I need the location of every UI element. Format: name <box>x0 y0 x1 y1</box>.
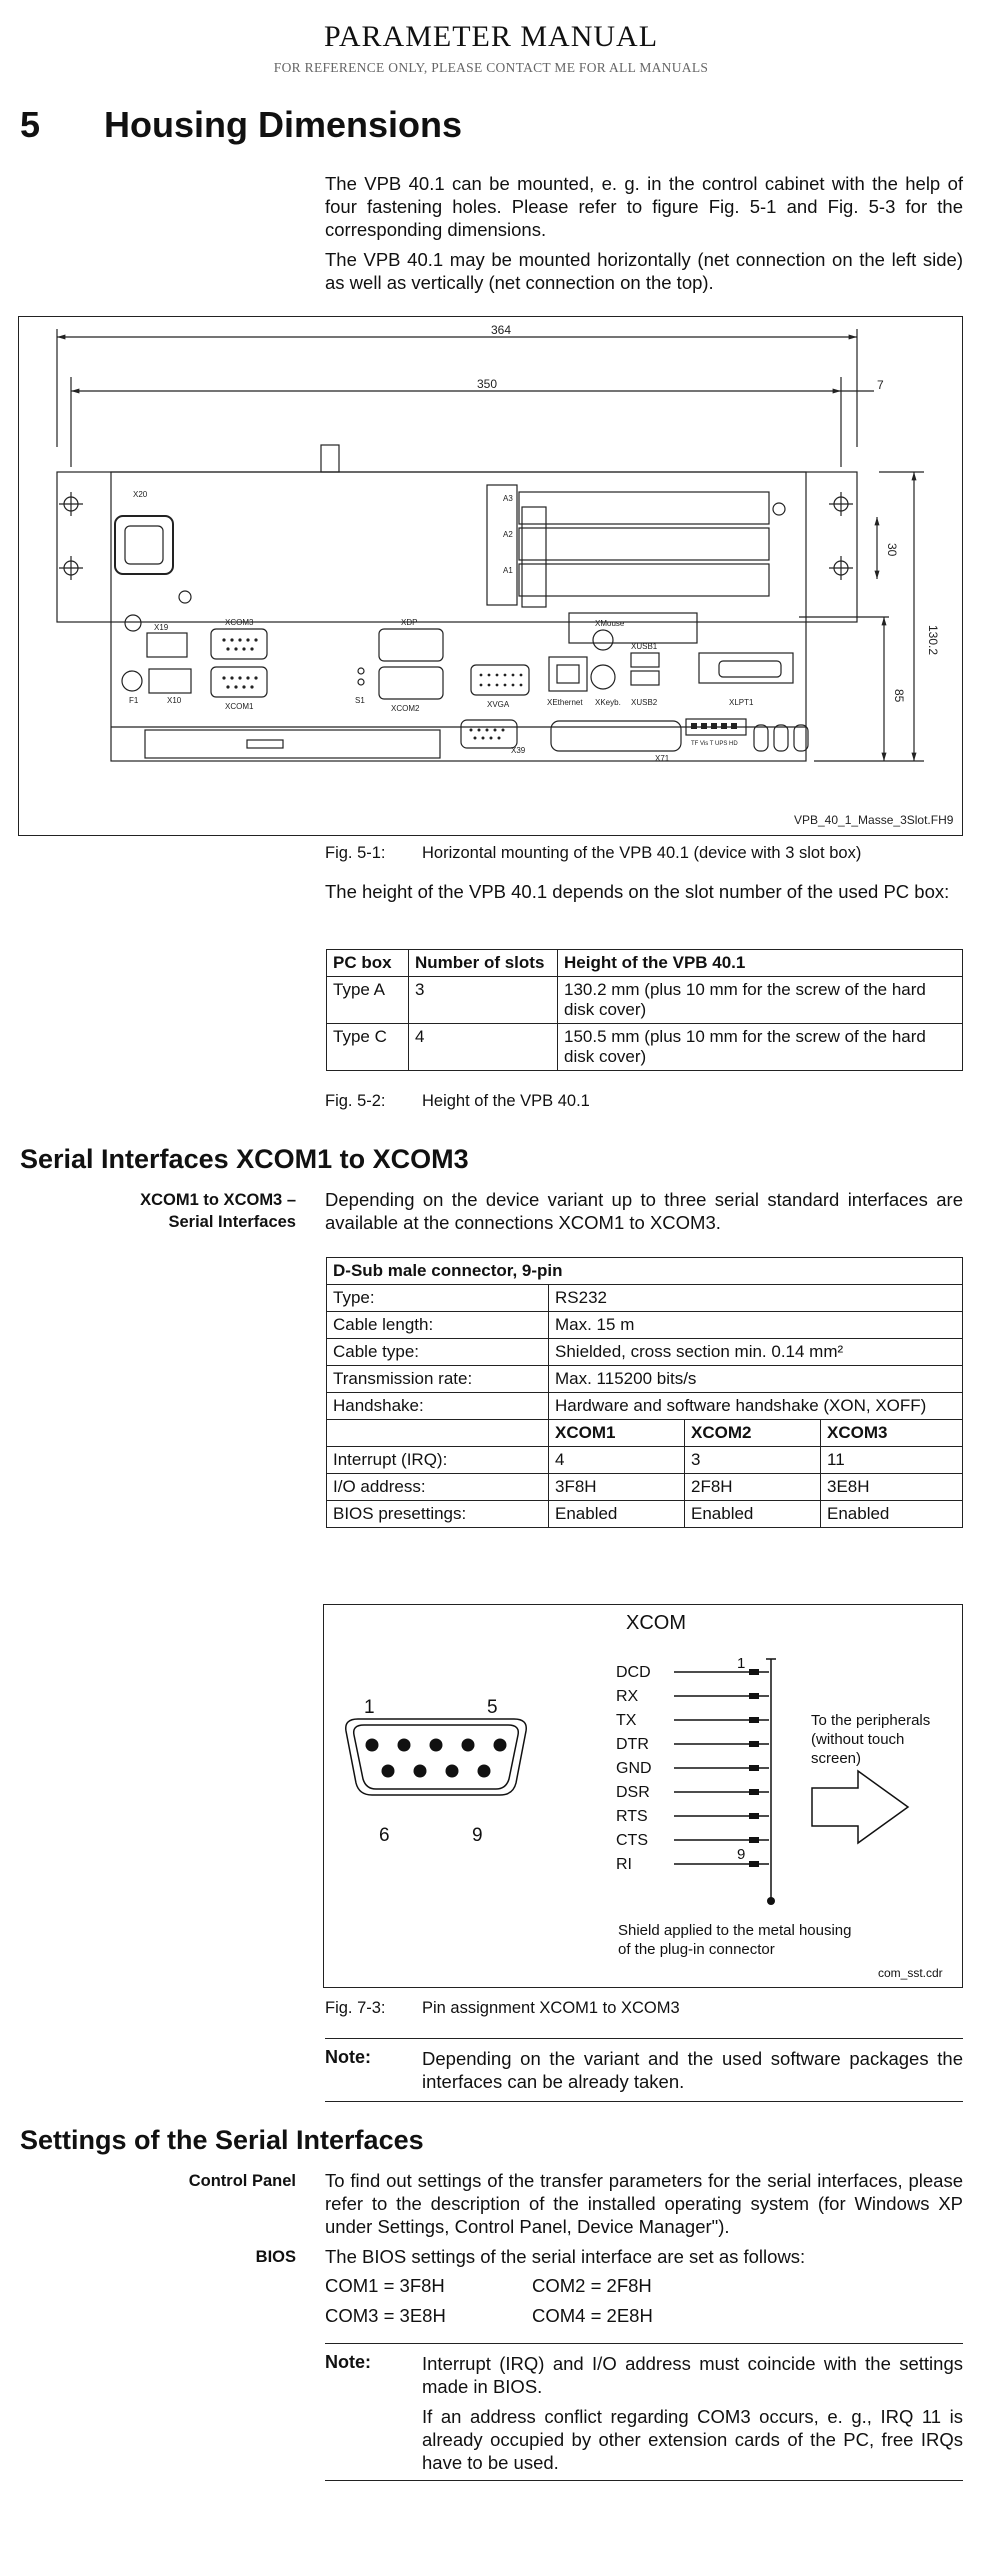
page-header-title: PARAMETER MANUAL <box>323 20 659 53</box>
label-x10: X10 <box>167 696 182 705</box>
port-header: XCOM2 <box>685 1420 821 1447</box>
label-a1: A1 <box>503 566 513 575</box>
table-cell: Type A <box>327 977 409 1024</box>
serial-side-label-line2: Serial Interfaces <box>168 1213 296 1231</box>
note2-label: Note: <box>325 2352 371 2372</box>
figure1-caption <box>325 844 861 863</box>
height-intro-paragraph: The height of the VPB 40.1 depends on the slot number of the used PC box: <box>325 881 950 902</box>
pin-6-label: 6 <box>379 1825 390 1846</box>
label-xkeyb: XKeyb. <box>595 698 621 707</box>
note2-text-2: If an address conflict regarding COM3 occurs, e. g., IRQ 11 is already occupied by other extension cards of the PC, free IRQs have to be used. <box>422 2406 963 2473</box>
com3-setting: COM3 = 3E8H <box>325 2305 446 2326</box>
figure3-caption-text: Pin assignment XCOM1 to XCOM3 <box>422 1999 680 2017</box>
table-row <box>327 1339 963 1366</box>
control-panel-paragraph: To find out settings of the transfer parameters for the serial interfaces, please refer to the description of the installed operating system (for Windows XP under Settings, Control Panel, Device Manager"). <box>325 2170 963 2237</box>
peripherals-line3: screen) <box>811 1750 862 1767</box>
dim-350: 350 <box>477 377 498 391</box>
table-cell: Max. 15 m <box>549 1312 963 1339</box>
pin-figure-file-label: com_sst.cdr <box>878 1966 943 1980</box>
figure3-caption <box>325 1999 680 2018</box>
signal-gnd: GND <box>616 1760 652 1777</box>
height-table <box>326 949 963 1071</box>
serial-spec-title-row <box>327 1258 963 1285</box>
pin-9-label: 9 <box>472 1825 483 1846</box>
table-cell: 11 <box>821 1447 963 1474</box>
table-row <box>327 1024 963 1071</box>
signal-dcd: DCD <box>616 1664 651 1681</box>
com2-setting: COM2 = 2F8H <box>532 2275 652 2296</box>
table-cell: 3 <box>409 977 558 1024</box>
figure1-caption-text: Horizontal mounting of the VPB 40.1 (device with 3 slot box) <box>422 844 862 862</box>
figure2-caption <box>325 1092 590 1111</box>
table-cell: 2F8H <box>685 1474 821 1501</box>
label-x20: X20 <box>133 490 148 499</box>
pin-assignment-drawing <box>324 1605 961 1986</box>
label-a2: A2 <box>503 530 513 539</box>
intro-paragraph-1: The VPB 40.1 can be mounted, e. g. in the control cabinet with the help of four fastening holes. Please refer to figure Fig. 5-1 and Fig. 5-3 for the corresponding dimensions. <box>325 173 963 240</box>
table-row <box>327 1285 963 1312</box>
label-xusb1: XUSB1 <box>631 642 658 651</box>
serial-spec-table <box>326 1257 963 1528</box>
serial-paragraph: Depending on the device variant up to three serial standard interfaces are available at the connections XCOM1 to XCOM3. <box>325 1189 963 1233</box>
table-cell: Type: <box>327 1285 549 1312</box>
label-s1: S1 <box>355 696 365 705</box>
chapter-title: Housing Dimensions <box>104 104 463 145</box>
table-cell: 4 <box>549 1447 685 1474</box>
signal-rx: RX <box>616 1688 639 1705</box>
table-cell: Enabled <box>821 1501 963 1528</box>
pin-5-label: 5 <box>487 1697 498 1718</box>
height-table-header: PC box <box>327 950 409 977</box>
table-row <box>327 1447 963 1474</box>
xcom-title: XCOM <box>626 1612 686 1634</box>
lead-pin-9: 9 <box>737 1846 746 1863</box>
figure2-caption-text: Height of the VPB 40.1 <box>422 1092 590 1110</box>
table-cell <box>327 1420 549 1447</box>
height-table-header-row <box>327 950 963 977</box>
table-cell: Enabled <box>549 1501 685 1528</box>
dim-30: 30 <box>885 543 899 557</box>
table-cell: 130.2 mm (plus 10 mm for the screw of the hard disk cover) <box>558 977 963 1024</box>
table-cell: 3 <box>685 1447 821 1474</box>
signal-dtr: DTR <box>616 1736 649 1753</box>
note1-label: Note: <box>325 2047 371 2067</box>
figure3-caption-number: Fig. 7-3: <box>325 1999 386 2017</box>
dim-85: 85 <box>892 689 906 703</box>
table-row <box>327 1366 963 1393</box>
table-cell: Shielded, cross section min. 0.14 mm² <box>549 1339 963 1366</box>
figure1-caption-number: Fig. 5-1: <box>325 844 386 862</box>
table-cell: Transmission rate: <box>327 1366 549 1393</box>
label-xethernet: XEthernet <box>547 698 583 707</box>
housing-drawing <box>19 317 961 834</box>
signal-tx: TX <box>616 1712 637 1729</box>
intro-paragraph-2: The VPB 40.1 may be mounted horizontally (net connection on the left side) as well as vertically (net connection on the top). <box>325 249 963 293</box>
serial-side-label-line1: XCOM1 to XCOM3 – <box>140 1191 296 1209</box>
label-xcom3: XCOM3 <box>225 618 254 627</box>
dim-130-2: 130.2 <box>926 625 940 656</box>
pin-assignment-figure <box>323 1604 963 1988</box>
table-cell: Max. 115200 bits/s <box>549 1366 963 1393</box>
dim-7: 7 <box>877 378 884 392</box>
serial-spec-title: D-Sub male connector, 9-pin <box>327 1258 963 1285</box>
signal-rts: RTS <box>616 1808 648 1825</box>
signal-dsr: DSR <box>616 1784 650 1801</box>
table-cell: 3F8H <box>549 1474 685 1501</box>
signal-ri: RI <box>616 1856 632 1873</box>
table-cell: Enabled <box>685 1501 821 1528</box>
com1-setting: COM1 = 3F8H <box>325 2275 445 2296</box>
port-header: XCOM3 <box>821 1420 963 1447</box>
table-cell: 150.5 mm (plus 10 mm for the screw of the hard disk cover) <box>558 1024 963 1071</box>
serial-port-header-row <box>327 1420 963 1447</box>
port-header: XCOM1 <box>549 1420 685 1447</box>
label-x39: X39 <box>511 746 526 755</box>
lead-pin-1: 1 <box>737 1655 746 1672</box>
table-row <box>327 1393 963 1420</box>
label-xusb2: XUSB2 <box>631 698 658 707</box>
figure1-file-label: VPB_40_1_Masse_3Slot.FH9 <box>794 813 954 827</box>
table-row <box>327 1501 963 1528</box>
label-xdp: XDP <box>401 618 418 627</box>
table-row <box>327 977 963 1024</box>
bios-paragraph: The BIOS settings of the serial interface are set as follows: <box>325 2246 806 2267</box>
dim-364: 364 <box>491 323 512 337</box>
housing-dimension-figure <box>18 316 963 836</box>
table-cell: RS232 <box>549 1285 963 1312</box>
table-cell: Handshake: <box>327 1393 549 1420</box>
note2-text-1: Interrupt (IRQ) and I/O address must coincide with the settings made in BIOS. <box>422 2353 963 2397</box>
shield-line1: Shield applied to the metal housing <box>618 1922 852 1939</box>
height-table-header: Number of slots <box>409 950 558 977</box>
note2-top-rule <box>325 2343 963 2344</box>
table-cell: I/O address: <box>327 1474 549 1501</box>
shield-line2: of the plug-in connector <box>618 1941 775 1958</box>
com4-setting: COM4 = 2E8H <box>532 2305 653 2326</box>
table-cell: Type C <box>327 1024 409 1071</box>
signal-cts: CTS <box>616 1832 648 1849</box>
arrow-right-icon <box>812 1771 908 1843</box>
serial-side-label <box>20 1189 296 1233</box>
chapter-number: 5 <box>20 104 41 145</box>
label-xcom1: XCOM1 <box>225 702 254 711</box>
page-header-subtitle: FOR REFERENCE ONLY, PLEASE CONTACT ME FOR ALL MANUALS <box>273 60 709 75</box>
table-cell: BIOS presettings: <box>327 1501 549 1528</box>
label-f1: F1 <box>129 696 139 705</box>
bios-label: BIOS <box>255 2248 296 2266</box>
figure2-caption-number: Fig. 5-2: <box>325 1092 386 1110</box>
table-cell: Interrupt (IRQ): <box>327 1447 549 1474</box>
note1-top-rule <box>325 2038 963 2039</box>
table-cell: Cable type: <box>327 1339 549 1366</box>
table-cell: 4 <box>409 1024 558 1071</box>
peripherals-line2: (without touch <box>811 1731 905 1748</box>
label-a3: A3 <box>503 494 513 503</box>
label-xlpt1: XLPT1 <box>729 698 754 707</box>
table-cell: Hardware and software handshake (XON, XOFF) <box>549 1393 963 1420</box>
table-row <box>327 1312 963 1339</box>
pin-1-label: 1 <box>364 1697 375 1718</box>
serial-section-heading: Serial Interfaces XCOM1 to XCOM3 <box>20 1144 469 1174</box>
table-row <box>327 1474 963 1501</box>
label-xvga: XVGA <box>487 700 510 709</box>
label-x19: X19 <box>154 623 169 632</box>
settings-section-heading: Settings of the Serial Interfaces <box>20 2125 424 2155</box>
label-leds: TF Vis T UPS HD <box>691 741 738 747</box>
label-xcom2: XCOM2 <box>391 704 420 713</box>
note2-bottom-rule <box>325 2480 963 2481</box>
table-cell: 3E8H <box>821 1474 963 1501</box>
note1-bottom-rule <box>325 2101 963 2102</box>
height-table-header: Height of the VPB 40.1 <box>558 950 963 977</box>
control-panel-label: Control Panel <box>188 2172 296 2190</box>
peripherals-line1: To the peripherals <box>811 1712 931 1729</box>
note1-text: Depending on the variant and the used software packages the interfaces can be already taken. <box>422 2048 963 2092</box>
label-xmouse: XMouse <box>595 619 625 628</box>
table-cell: Cable length: <box>327 1312 549 1339</box>
label-x71: X71 <box>655 754 670 763</box>
